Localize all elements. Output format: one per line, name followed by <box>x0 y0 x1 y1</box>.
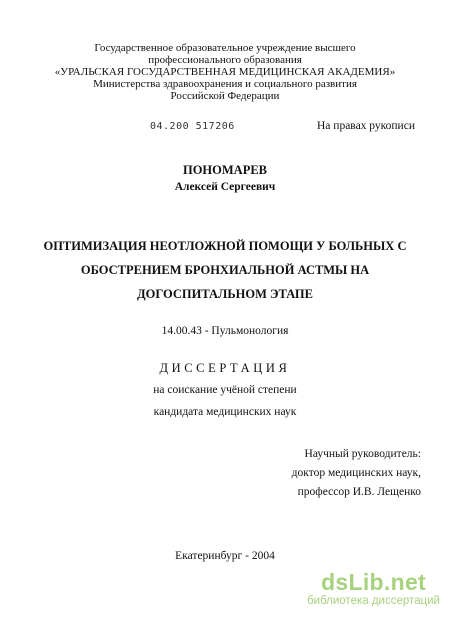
institution-line-2: профессионального образования <box>148 54 302 66</box>
institution-line-5: Российской Федерации <box>170 90 280 102</box>
author-first-names: Алексей Сергеевич <box>174 181 276 193</box>
institution-line-4: Министерства здравоохранения и социального развития <box>93 78 357 90</box>
place-year: Екатеринбург - 2004 <box>175 550 275 562</box>
degree-line-2: кандидата медицинских наук <box>153 406 297 418</box>
dslib-watermark <box>307 570 440 608</box>
rights-note: На правах рукописи <box>317 120 415 132</box>
watermark-subtitle: библиотека диссертаций <box>307 595 440 607</box>
supervisor-block <box>292 445 421 502</box>
title-line-3: ДОГОСПИТАЛЬНОМ ЭТАПЕ <box>137 287 313 301</box>
title-line-1: ОПТИМИЗАЦИЯ НЕОТЛОЖНОЙ ПОМОЩИ У БОЛЬНЫХ С <box>43 239 407 253</box>
watermark-logo: dsLib.net <box>321 569 426 595</box>
supervisor-label: Научный руководитель: <box>304 448 421 460</box>
document-type: ДИССЕРТАЦИЯ <box>159 361 291 375</box>
institution-line-1: Государственное образовательное учреждение высшего <box>94 42 356 54</box>
degree-line-1: на соискание учёной степени <box>153 384 297 396</box>
supervisor-name: профессор И.В. Лещенко <box>297 486 421 498</box>
registration-stamp: 04.200 517206 <box>150 121 235 132</box>
specialty: 14.00.43 - Пульмонология <box>161 325 289 337</box>
institution-line-3: «УРАЛЬСКАЯ ГОСУДАРСТВЕННАЯ МЕДИЦИНСКАЯ АКАДЕМИЯ» <box>54 66 396 78</box>
supervisor-degree: доктор медицинских наук, <box>291 467 421 479</box>
title-line-2: ОБОСТРЕНИЕМ БРОНХИАЛЬНОЙ АСТМЫ НА <box>80 263 370 277</box>
author-last-name: ПОНОМАРЕВ <box>182 163 268 177</box>
